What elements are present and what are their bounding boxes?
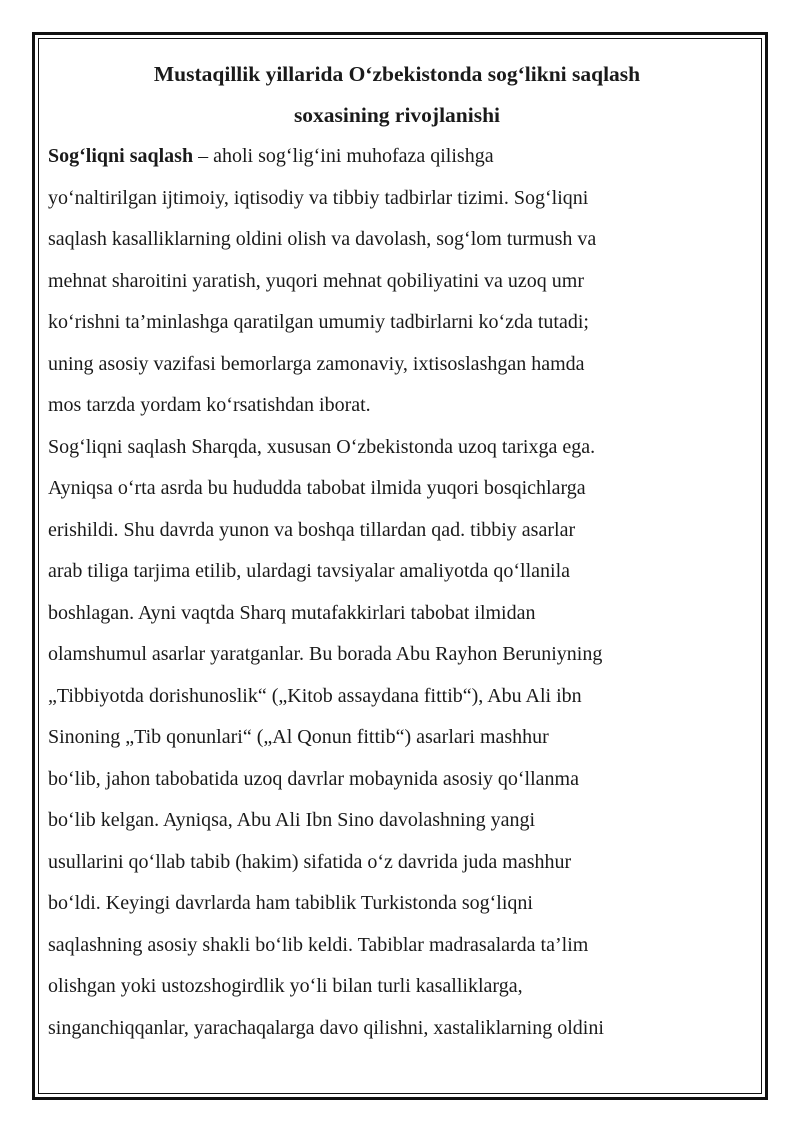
defined-term: Sog‘liqni saqlash <box>48 145 194 167</box>
paragraph-line: saqlashning asosiy shakli bo‘lib keldi. Tabiblar madrasalarda ta’lim <box>48 933 589 956</box>
paragraph-line <box>48 136 738 178</box>
paragraph-line: arab tiliga tarjima etilib, ulardagi tavsiyalar amaliyotda qo‘llanila <box>48 560 571 582</box>
document-body <box>48 54 738 1049</box>
paragraph-definition <box>48 136 738 427</box>
title-line-1: Mustaqillik yillarida O‘zbekistonda sog‘likni saqlash <box>153 62 641 86</box>
paragraph-line: „Tibbiyotda dorishunoslik“ („Kitob assaydana fittib“), Abu Ali ibn <box>48 684 582 707</box>
paragraph-line: Sinoning „Tib qonunlari“ („Al Qonun fittib“) asarlari mashhur <box>48 726 549 748</box>
paragraph-line: olamshumul asarlar yaratganlar. Bu borada Abu Rayhon Beruniyning <box>48 643 603 665</box>
paragraph-line: saqlash kasalliklarning oldini olish va davolash, sog‘lom turmush va <box>48 228 597 250</box>
paragraph-line: usullarini qo‘llab tabib (hakim) sifatida o‘z davrida juda mashhur <box>48 850 572 873</box>
paragraph-line: Ayniqsa o‘rta asrda bu hududda tabobat ilmida yuqori bosqichlarga <box>48 477 586 499</box>
paragraph-line: bo‘ldi. Keyingi davrlarda ham tabiblik Turkistonda sog‘liqni <box>48 892 533 914</box>
paragraph-line: olishgan yoki ustozshogirdlik yo‘li bilan turli kasalliklarga, <box>48 975 523 997</box>
paragraph-line: mehnat sharoitini yaratish, yuqori mehnat qobiliyatini va uzoq umr <box>48 269 584 292</box>
paragraph-line: yo‘naltirilgan ijtimoiy, iqtisodiy va tibbiy tadbirlar tizimi. Sog‘liqni <box>48 186 589 209</box>
paragraph-line: mos tarzda yordam ko‘rsatishdan iborat. <box>48 394 371 416</box>
paragraph-line: ko‘rishni ta’minlashga qaratilgan umumiy tadbirlarni ko‘zda tutadi; <box>48 311 589 333</box>
paragraph-text: – aholi sog‘lig‘ini muhofaza qilishga <box>193 145 494 167</box>
paragraph-line: boshlagan. Ayni vaqtda Sharq mutafakkirlari tabobat ilmidan <box>48 601 536 624</box>
paragraph-line: erishildi. Shu davrda yunon va boshqa tillardan qad. tibbiy asarlar <box>48 518 576 541</box>
paragraph-line: bo‘lib kelgan. Ayniqsa, Abu Ali Ibn Sino davolashning yangi <box>48 809 536 831</box>
paragraph-line: bo‘lib, jahon tabobatida uzoq davrlar mobaynida asosiy qo‘llanma <box>48 767 579 790</box>
paragraph-history <box>48 427 738 1050</box>
paragraph-line: uning asosiy vazifasi bemorlarga zamonaviy, ixtisoslashgan hamda <box>48 352 585 375</box>
paragraph-line: singanchiqqanlar, yarachaqalarga davo qilishni, xastaliklarning oldini <box>48 1016 604 1039</box>
title-line-2: soxasining rivojlanishi <box>293 103 501 127</box>
paragraph-line: Sog‘liqni saqlash Sharqda, xususan O‘zbekistonda uzoq tarixga ega. <box>48 435 596 458</box>
document-title <box>48 54 738 136</box>
